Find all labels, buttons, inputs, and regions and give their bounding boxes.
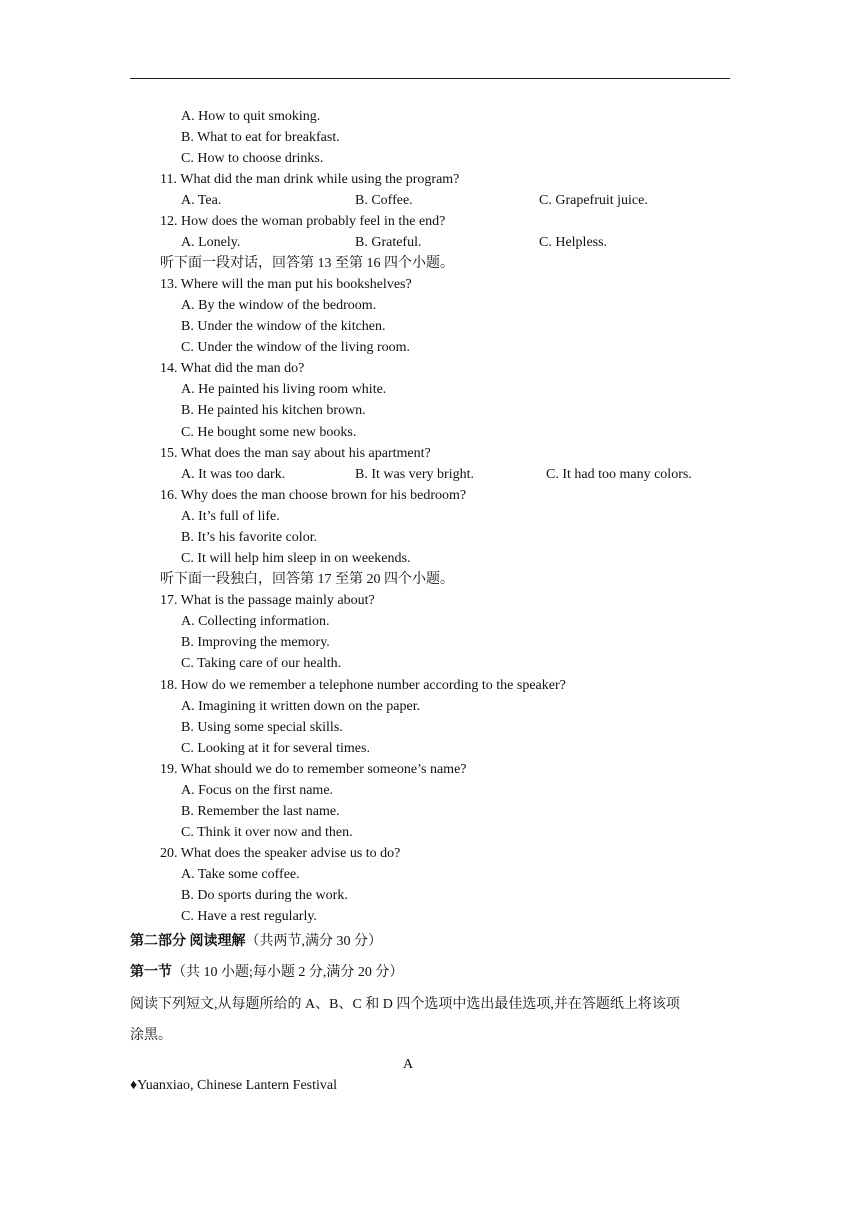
- section1-heading: [130, 964, 403, 982]
- q19-stem: 19. What should we do to remember someone’s name?: [160, 762, 467, 777]
- q19-option-a: A. Focus on the first name.: [181, 783, 334, 798]
- q16-option-b: B. It’s his favorite color.: [181, 530, 318, 545]
- q20-stem: 20. What does the speaker advise us to do?: [160, 846, 401, 861]
- q18-stem: 18. How do we remember a telephone number according to the speaker?: [160, 678, 566, 693]
- q13-option-a: A. By the window of the bedroom.: [181, 298, 377, 313]
- q11-option-a: A. Tea.: [181, 193, 222, 208]
- section2-heading: [130, 933, 382, 951]
- q18-option-c: C. Looking at it for several times.: [181, 741, 370, 756]
- section1-title: 第一节: [130, 965, 172, 980]
- q17-stem: 17. What is the passage mainly about?: [160, 593, 375, 608]
- q18-option-b: B. Using some special skills.: [181, 720, 343, 735]
- q11-option-c: C. Grapefruit juice.: [539, 193, 648, 208]
- header-rule: [130, 78, 730, 79]
- passage-heading: ♦Yuanxiao, Chinese Lantern Festival: [130, 1078, 337, 1093]
- q19-option-b: B. Remember the last name.: [181, 804, 340, 819]
- q13-stem: 13. Where will the man put his bookshelves?: [160, 277, 412, 292]
- q17-option-a: A. Collecting information.: [181, 614, 330, 629]
- q12-option-a: A. Lonely.: [181, 235, 241, 250]
- passage-label: A: [402, 1057, 414, 1072]
- q10-option-a: A. How to quit smoking.: [181, 109, 321, 124]
- q10-option-b: B. What to eat for breakfast.: [181, 130, 340, 145]
- reading-instruction-line2: 涂黑。: [130, 1028, 172, 1043]
- q15-stem: 15. What does the man say about his apartment?: [160, 446, 431, 461]
- section2-note: （共两节,满分 30 分）: [245, 934, 382, 949]
- q16-option-a: A. It’s full of life.: [181, 509, 280, 524]
- q18-option-a: A. Imagining it written down on the paper.: [181, 699, 421, 714]
- q16-stem: 16. Why does the man choose brown for his bedroom?: [160, 488, 467, 503]
- q11-stem: 11. What did the man drink while using the program?: [160, 172, 460, 187]
- q17-option-b: B. Improving the memory.: [181, 635, 330, 650]
- q10-option-c: C. How to choose drinks.: [181, 151, 324, 166]
- q14-stem: 14. What did the man do?: [160, 361, 305, 376]
- section2-title: 第二部分 阅读理解: [130, 934, 246, 949]
- q14-option-a: A. He painted his living room white.: [181, 382, 387, 397]
- q14-option-b: B. He painted his kitchen brown.: [181, 403, 366, 418]
- reading-instruction-line1: 阅读下列短文,从每题所给的 A、B、C 和 D 四个选项中选出最佳选项,并在答题纸上将该项: [130, 997, 680, 1012]
- q15-option-a: A. It was too dark.: [181, 467, 286, 482]
- q15-option-c: C. It had too many colors.: [546, 467, 692, 482]
- q12-option-c: C. Helpless.: [539, 235, 608, 250]
- monologue-instruction-17-20: 听下面一段独白，回答第 17 至第 20 四个小题。: [160, 572, 454, 587]
- q13-option-c: C. Under the window of the living room.: [181, 340, 411, 355]
- q12-stem: 12. How does the woman probably feel in the end?: [160, 214, 446, 229]
- section1-note: （共 10 小题;每小题 2 分,满分 20 分）: [172, 965, 404, 980]
- q19-option-c: C. Think it over now and then.: [181, 825, 353, 840]
- dialogue-instruction-13-16: 听下面一段对话，回答第 13 至第 16 四个小题。: [160, 256, 454, 271]
- q15-option-b: B. It was very bright.: [355, 467, 474, 482]
- q13-option-b: B. Under the window of the kitchen.: [181, 319, 386, 334]
- q16-option-c: C. It will help him sleep in on weekends.: [181, 551, 411, 566]
- q20-option-b: B. Do sports during the work.: [181, 888, 348, 903]
- q17-option-c: C. Taking care of our health.: [181, 656, 342, 671]
- q20-option-c: C. Have a rest regularly.: [181, 909, 317, 924]
- q12-option-b: B. Grateful.: [355, 235, 422, 250]
- q11-option-b: B. Coffee.: [355, 193, 413, 208]
- q20-option-a: A. Take some coffee.: [181, 867, 300, 882]
- q14-option-c: C. He bought some new books.: [181, 425, 357, 440]
